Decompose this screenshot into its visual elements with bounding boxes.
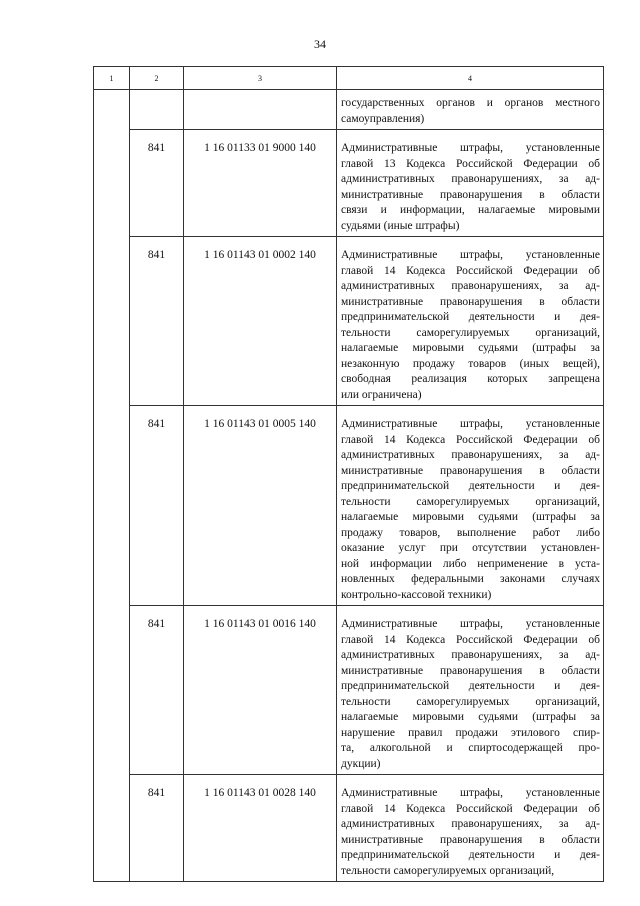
table-header-row: [94, 67, 604, 90]
description-line: административных правонарушениях, за ад-: [341, 173, 600, 185]
description-line: главой 14 Кодекса Российской Федерации об: [341, 633, 600, 646]
description-line: предпринимательской деятельности и дея-: [341, 849, 600, 861]
group-cell: [94, 90, 130, 882]
description-line: оказание услуг при отсутствии установлен-: [341, 542, 600, 554]
description-cell: [337, 90, 604, 130]
description-line: новленных федеральными законами случаях: [341, 573, 600, 585]
description-line: тельности саморегулируемых организаций,: [341, 695, 600, 708]
description-line: связи и информации, налагаемые мировыми: [341, 204, 600, 216]
budget-code-cell: [184, 90, 337, 130]
table-row: [94, 90, 604, 130]
description-line: продажу товаров, выполнение работ либо: [341, 526, 600, 539]
description-line: свободная реализация которых запрещена: [341, 373, 600, 385]
revenue-codes-table: [93, 66, 604, 882]
description-line: налагаемые мировыми судьями (штрафы за: [341, 511, 600, 523]
description-line: та, алкогольной и спиртосодержащей про-: [341, 742, 600, 754]
description-line: административных правонарушениях, за ад-: [341, 449, 600, 461]
admin-code-cell: 841: [130, 237, 184, 406]
description-line: тельности саморегулируемых организаций,: [341, 864, 555, 877]
description-cell: [337, 775, 604, 882]
description-line: контрольно-кассовой техники): [341, 588, 492, 601]
description-line: министративные правонарушения в области: [341, 295, 600, 308]
description-line: Административные штрафы, установленные: [341, 249, 600, 261]
description-line: административных правонарушениях, за ад-: [341, 280, 600, 292]
description-cell: [337, 237, 604, 406]
header-col-1: 1: [94, 67, 130, 90]
description-line: Административные штрафы, установленные: [341, 142, 600, 154]
table-row: [94, 606, 604, 775]
description-line: тельности саморегулируемых организаций,: [341, 326, 600, 339]
description-line: административных правонарушениях, за ад-: [341, 649, 600, 661]
description-line: главой 13 Кодекса Российской Федерации об: [341, 157, 600, 170]
table-row: [94, 237, 604, 406]
description-line: Административные штрафы, установленные: [341, 787, 600, 799]
description-line: предпринимательской деятельности и дея-: [341, 480, 600, 492]
budget-code-cell: 1 16 01143 01 0028 140: [184, 775, 337, 882]
description-line: налагаемые мировыми судьями (штрафы за: [341, 342, 600, 354]
description-line: предпринимательской деятельности и дея-: [341, 311, 600, 323]
header-col-2: 2: [130, 67, 184, 90]
description-line: административных правонарушениях, за ад-: [341, 818, 600, 830]
budget-code-cell: 1 16 01143 01 0016 140: [184, 606, 337, 775]
description-cell: [337, 406, 604, 606]
admin-code-cell: 841: [130, 406, 184, 606]
description-line: незаконную продажу товаров (иных вещей),: [341, 357, 600, 370]
description-line: главой 14 Кодекса Российской Федерации об: [341, 264, 600, 277]
description-line: министративные правонарушения в области: [341, 464, 600, 477]
description-line: министративные правонарушения в области: [341, 188, 600, 201]
description-line: налагаемые мировыми судьями (штрафы за: [341, 711, 600, 723]
description-line: государственных органов и органов местного: [341, 97, 600, 109]
description-line: тельности саморегулируемых организаций,: [341, 495, 600, 508]
header-col-4: 4: [337, 67, 604, 90]
description-line: самоуправления): [341, 112, 425, 125]
description-line: министративные правонарушения в области: [341, 664, 600, 677]
table-row: [94, 775, 604, 882]
description-line: судьями (иные штрафы): [341, 219, 460, 232]
budget-code-cell: 1 16 01143 01 0005 140: [184, 406, 337, 606]
description-line: главой 14 Кодекса Российской Федерации об: [341, 802, 600, 815]
description-cell: [337, 606, 604, 775]
description-line: Административные штрафы, установленные: [341, 418, 600, 430]
table-row: [94, 406, 604, 606]
description-line: или ограничена): [341, 388, 422, 401]
budget-code-cell: 1 16 01143 01 0002 140: [184, 237, 337, 406]
description-line: главой 14 Кодекса Российской Федерации об: [341, 433, 600, 446]
admin-code-cell: 841: [130, 775, 184, 882]
description-line: нарушение правил продажи этилового спир-: [341, 726, 600, 739]
description-line: предпринимательской деятельности и дея-: [341, 680, 600, 692]
description-line: министративные правонарушения в области: [341, 833, 600, 846]
admin-code-cell: 841: [130, 130, 184, 237]
admin-code-cell: [130, 90, 184, 130]
header-col-3: 3: [184, 67, 337, 90]
description-cell: [337, 130, 604, 237]
table-row: [94, 130, 604, 237]
description-line: Административные штрафы, установленные: [341, 618, 600, 630]
description-line: ной информации либо неприменение в уста-: [341, 557, 600, 570]
budget-code-cell: 1 16 01133 01 9000 140: [184, 130, 337, 237]
admin-code-cell: 841: [130, 606, 184, 775]
page-number: 34: [314, 37, 326, 51]
description-line: дукции): [341, 757, 381, 770]
